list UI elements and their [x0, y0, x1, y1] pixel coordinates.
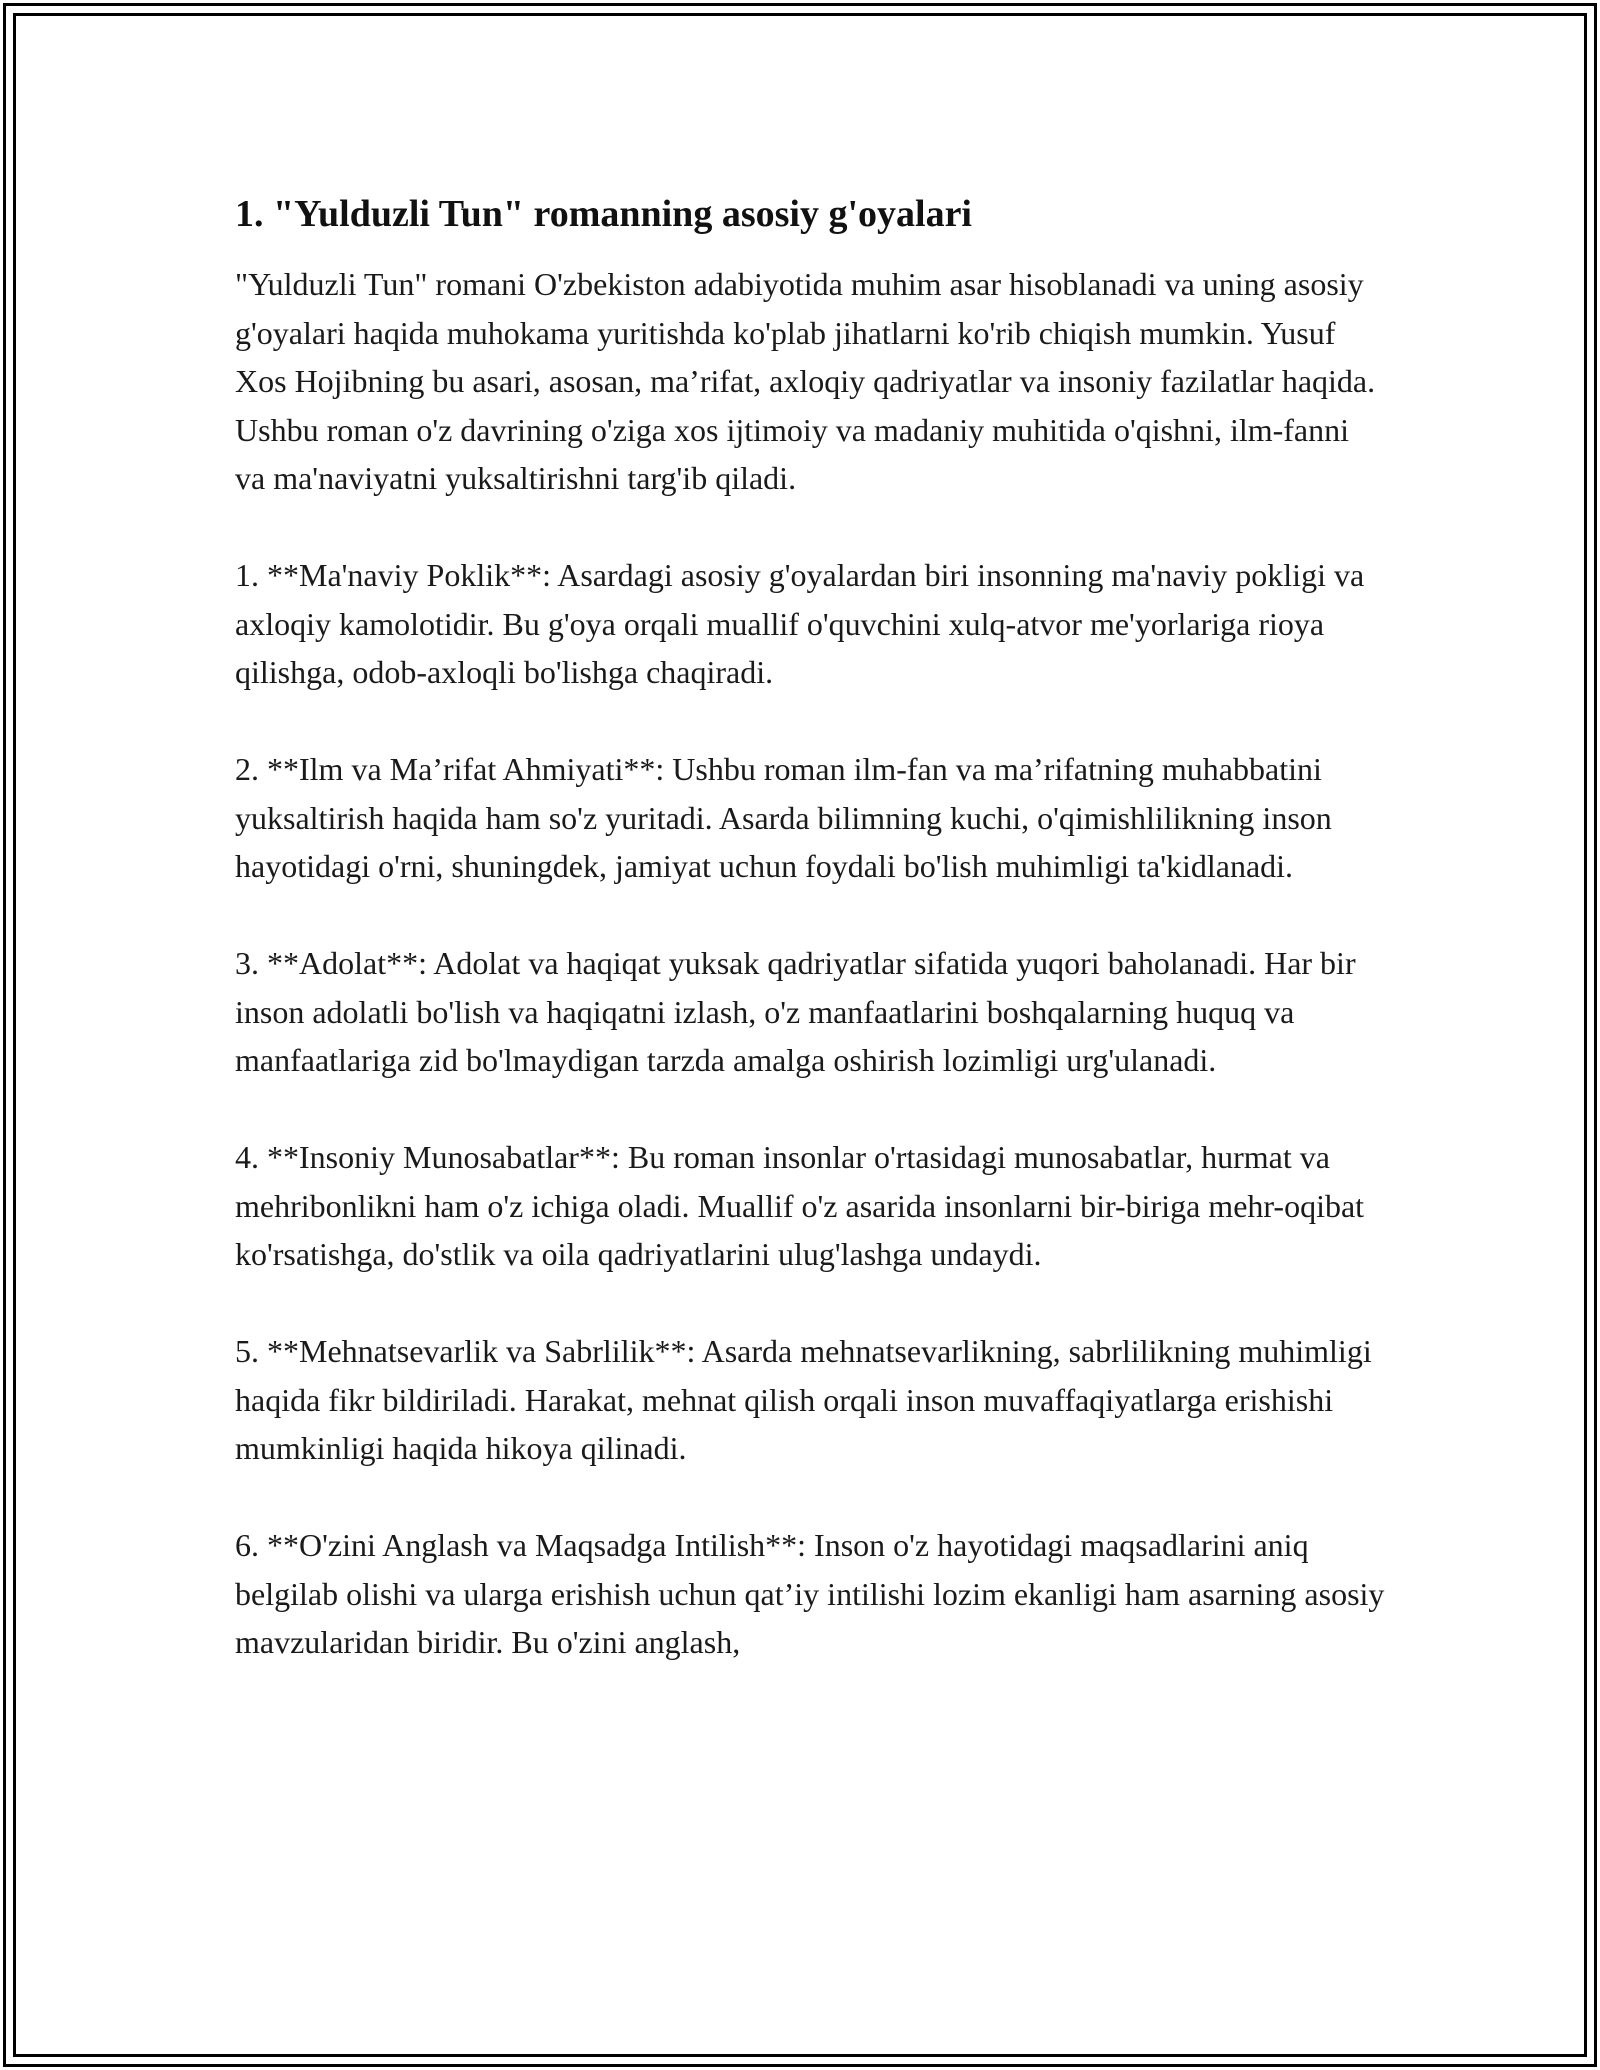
list-item-mehnatsevarlik: 5. **Mehnatsevarlik va Sabrlilik**: Asarda mehnatsevarlikning, sabrlilikning muhimligi haqida fikr bildiriladi. Harakat, mehnat qilish orqali inson muvaffaqiyatlarga erishishi mumkinligi haqida hikoya qilinadi.: [235, 1333, 1372, 1466]
list-item-ozini-anglash: 6. **O'zini Anglash va Maqsadga Intilish**: Inson o'z hayotidagi maqsadlarini aniq belgilab olishi va ularga erishish uchun qat’iy intilishi lozim ekanligi ham asarning asosiy mavzularidan biridir. Bu o'zini anglash,: [235, 1527, 1385, 1660]
list-item-manaviy-poklik: 1. **Ma'naviy Poklik**: Asardagi asosiy g'oyalardan biri insonning ma'naviy pokligi va axloqiy kamolotidir. Bu g'oya orqali muallif o'quvchini xulq-atvor me'yorlariga rioya qilishga, odob-axloqli bo'lishga chaqiradi.: [235, 557, 1365, 690]
section-heading: 1. "Yulduzli Tun" romanning asosiy g'oyalari: [235, 193, 972, 235]
document-body: [235, 190, 1385, 1715]
list-item-adolat: 3. **Adolat**: Adolat va haqiqat yuksak qadriyatlar sifatida yuqori baholanadi. Har bir inson adolatli bo'lish va haqiqatni izlash, o'z manfaatlarini boshqalarning huquq va manfaatlariga zid bo'lmaydigan tarzda amalga oshirish lozimligi urg'ulanadi.: [235, 945, 1356, 1078]
intro-paragraph: "Yulduzli Tun" romani O'zbekiston adabiyotida muhim asar hisoblanadi va uning asosiy g'oyalari haqida muhokama yuritishda ko'plab jihatlarni ko'rib chiqish mumkin. Yusuf Xos Hojibning bu asari, asosan, ma’rifat, axloqiy qadriyatlar va insoniy fazilatlar haqida. Ushbu roman o'z davrining o'ziga xos ijtimoiy va madaniy muhitida o'qishni, ilm-fanni va ma'naviyatni yuksaltirishni targ'ib qiladi.: [235, 266, 1376, 496]
list-item-insoniy-munosabatlar: 4. **Insoniy Munosabatlar**: Bu roman insonlar o'rtasidagi munosabatlar, hurmat va mehribonlikni ham o'z ichiga oladi. Muallif o'z asarida insonlarni bir-biriga mehr-oqibat ko'rsatishga, do'stlik va oila qadriyatlarini ulug'lashga undaydi.: [235, 1139, 1365, 1272]
list-item-ilm-va-marifat: 2. **Ilm va Ma’rifat Ahmiyati**: Ushbu roman ilm-fan va ma’rifatning muhabbatini yuksaltirish haqida ham so'z yuritadi. Asarda bilimning kuchi, o'qimishlilikning inson hayotidagi o'rni, shuningdek, jamiyat uchun foydali bo'lish muhimligi ta'kidlanadi.: [235, 751, 1332, 884]
